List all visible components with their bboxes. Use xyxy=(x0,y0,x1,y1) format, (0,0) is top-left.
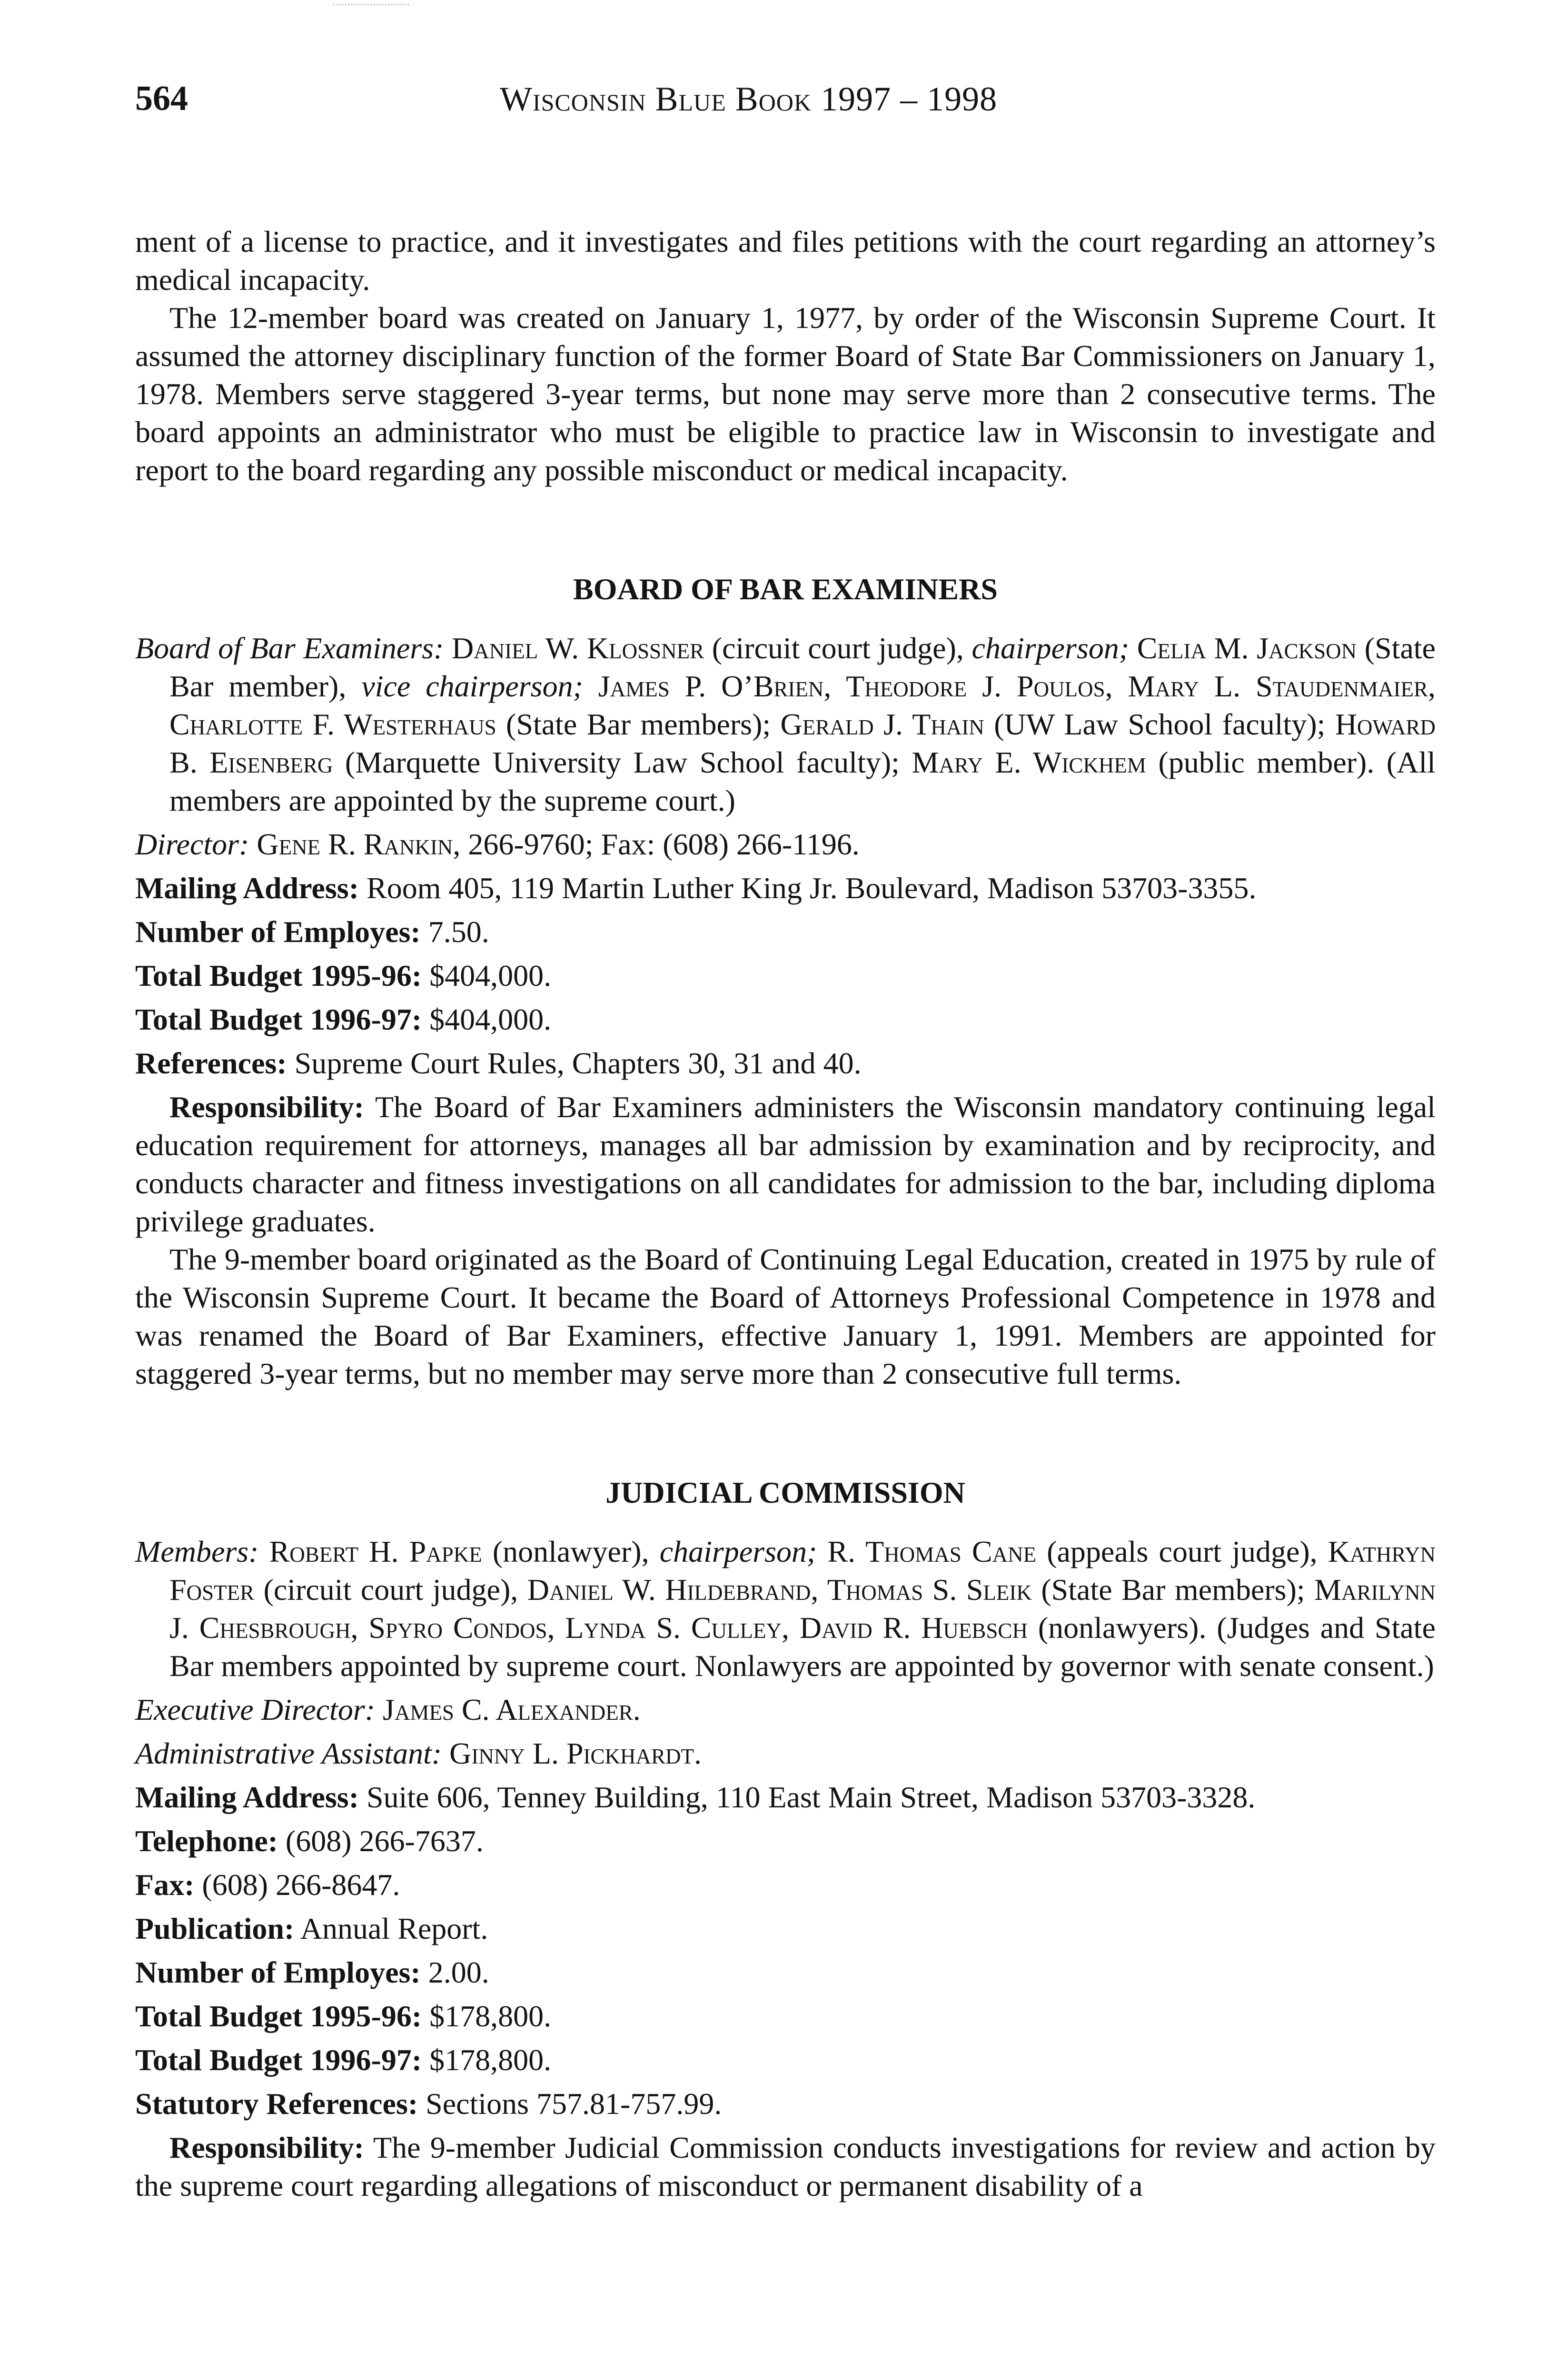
members-label: Board of Bar Examiners: xyxy=(135,631,444,665)
administrative-assistant-line: Administrative Assistant: Ginny L. Pickhardt. xyxy=(135,1736,702,1770)
member-name: Marilynn J. Chesbrough, Spyro Condos, Lynda S. Culley, David R. Huebsch xyxy=(169,1573,1436,1645)
intro-paragraph-history: The 12-member board was created on January 1, 1977, by order of the Wisconsin Supreme Court. It assumed the attorney disciplinary function of the former Board of State Bar Commissioners on January 1, 1978. Members serve staggered 3-year terms, but none may serve more than 2 consecutive terms. The board appoints an administrator who must be eligible to practice law in Wisconsin to investigate and report to the board regarding any possible misconduct or medical incapacity. xyxy=(135,301,1436,487)
director-line: Director: Gene R. Rankin, 266-9760; Fax: (608) 266-1196. xyxy=(135,827,860,861)
page-body xyxy=(135,223,1436,2205)
section-heading: BOARD OF BAR EXAMINERS xyxy=(573,572,998,606)
section-board-of-bar-examiners xyxy=(135,570,1436,1393)
total-budget-1995-96: Total Budget 1995-96: $404,000. xyxy=(135,959,552,992)
member-name: Gerald J. Thain xyxy=(780,707,984,741)
mailing-address: Mailing Address: Suite 606, Tenney Building, 110 East Main Street, Madison 53703-3328. xyxy=(135,1780,1256,1814)
member-name: Kathryn Foster xyxy=(169,1535,1436,1606)
executive-director-line: Executive Director: James C. Alexander. xyxy=(135,1693,641,1726)
administrative-assistant-name: Ginny L. Pickhardt. xyxy=(449,1736,702,1770)
members-listing: Board of Bar Examiners: Daniel W. Klossner (circuit court judge), chairperson; Celia M. Jackson (State Bar member), vice chairperson; James P. O’Brien, Theodore J. Poulos, Mary L. Staudenmaier, Charlotte F. Westerhaus (State Bar members); Gerald J. Thain (UW Law School faculty); Howard B. Eisenberg (Marquette University Law School faculty); Mary E. Wickhem (public member). (All members are appointed by the supreme court.) xyxy=(135,631,1436,817)
chair-title: chairperson; xyxy=(971,631,1130,665)
number-of-employes: Number of Employes: 2.00. xyxy=(135,1955,489,1989)
chair-title: chairperson; xyxy=(659,1535,817,1568)
member-name: Daniel W. Klossner xyxy=(452,631,704,665)
total-budget-1995-96: Total Budget 1995-96: $178,800. xyxy=(135,1999,552,2033)
references: References: Supreme Court Rules, Chapters 30, 31 and 40. xyxy=(135,1046,862,1080)
mailing-address: Mailing Address: Room 405, 119 Martin Luther King Jr. Boulevard, Madison 53703-3355. xyxy=(135,871,1257,905)
number-of-employes: Number of Employes: 7.50. xyxy=(135,915,489,949)
member-name: James P. O’Brien, Theodore J. Poulos, Mary L. Staudenmaier, Charlotte F. Westerhaus xyxy=(169,669,1436,741)
responsibility: Responsibility: The 9-member Judicial Commission conducts investigations for review and action by the supreme court regarding allegations of misconduct or permanent disability of a xyxy=(135,2131,1436,2202)
telephone: Telephone: (608) 266-7637. xyxy=(135,1824,484,1858)
executive-director-name: James C. Alexander. xyxy=(383,1693,641,1726)
member-name: Celia M. Jackson xyxy=(1137,631,1357,665)
intro-paragraph-continued: ment of a license to practice, and it investigates and files petitions with the court regarding an attorney’s medical incapacity. xyxy=(135,225,1436,297)
members-label: Members: xyxy=(135,1535,259,1568)
publication: Publication: Annual Report. xyxy=(135,1912,488,1945)
running-title: Wisconsin Blue Book 1997 – 1998 xyxy=(500,80,998,118)
history-paragraph: The 9-member board originated as the Board of Continuing Legal Education, created in 1975 by rule of the Wisconsin Supreme Court. It became the Board of Attorneys Professional Competence in 1978 and was renamed the Board of Bar Examiners, effective January 1, 1991. Members are appointed for staggered 3-year terms, but no member may serve more than 2 consecutive full terms. xyxy=(135,1242,1436,1390)
director-name: Gene R. Rankin xyxy=(257,827,453,861)
statutory-references: Statutory References: Sections 757.81-757.99. xyxy=(135,2087,722,2121)
total-budget-1996-97: Total Budget 1996-97: $404,000. xyxy=(135,1002,552,1036)
member-name: Howard B. Eisenberg xyxy=(169,707,1436,779)
scan-artifact xyxy=(333,4,409,7)
member-name: Robert H. Papke xyxy=(269,1535,482,1568)
members-listing: Members: Robert H. Papke (nonlawyer), chairperson; R. Thomas Cane (appeals court judge), Kathryn Foster (circuit court judge), Daniel W. Hildebrand, Thomas S. Sleik (State Bar members); Marilynn J. Chesbrough, Spyro Condos, Lynda S. Culley, David R. Huebsch (nonlawyers). (Judges and State Bar members appointed by supreme court. Nonlawyers are appointed by governor with senate consent.) xyxy=(135,1535,1436,1683)
fax: Fax: (608) 266-8647. xyxy=(135,1868,400,1902)
responsibility: Responsibility: The Board of Bar Examiners administers the Wisconsin mandatory continuing legal education requirement for attorneys, manages all bar admission by examination and by reciprocity, and conducts character and fitness investigations on all candidates for admission to the bar, including diploma privilege graduates. xyxy=(135,1090,1436,1238)
member-name: Daniel W. Hildebrand, Thomas S. Sleik xyxy=(527,1573,1032,1606)
section-judicial-commission xyxy=(135,1474,1436,2205)
member-name: Mary E. Wickhem xyxy=(912,745,1146,779)
section-heading: JUDICIAL COMMISSION xyxy=(605,1476,965,1509)
vice-chair-title: vice chairperson; xyxy=(361,669,583,703)
member-name: R. Thomas Cane xyxy=(827,1535,1037,1568)
total-budget-1996-97: Total Budget 1996-97: $178,800. xyxy=(135,2043,552,2077)
page-number: 564 xyxy=(135,79,188,118)
